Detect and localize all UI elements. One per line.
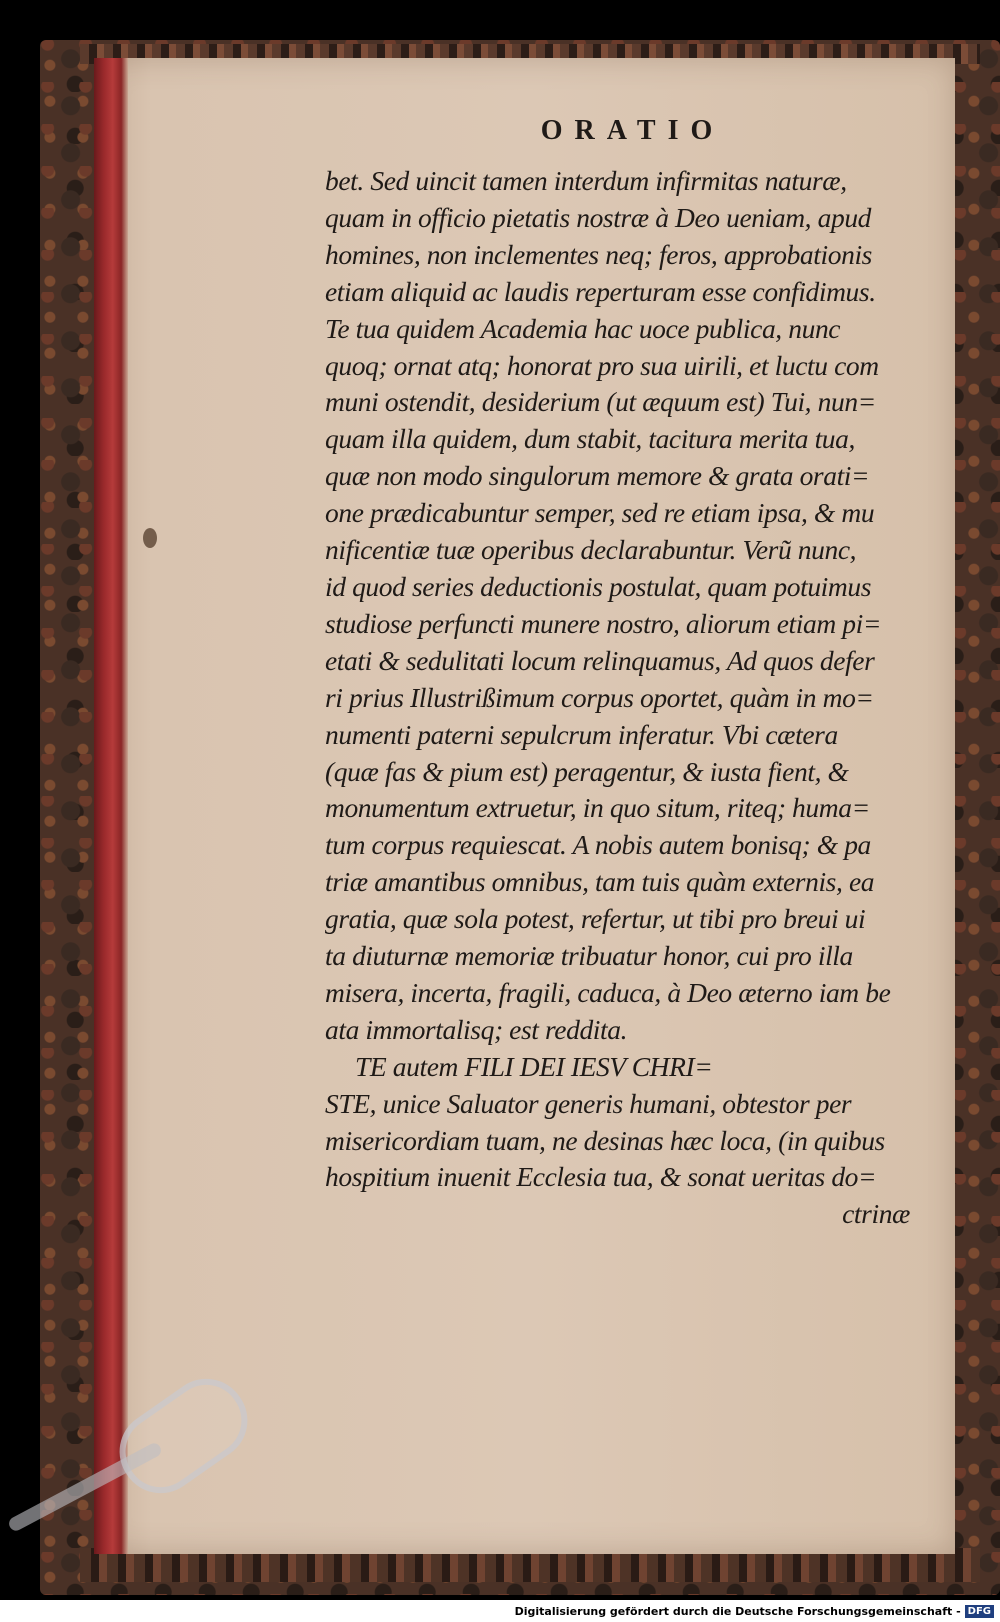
dfg-logo: DFG: [965, 1605, 994, 1618]
text-line: tum corpus requiescat. A nobis autem bonisq; & pa: [325, 829, 871, 861]
text-line: ta diuturnæ memoriæ tribuatur honor, cui pro illa: [325, 940, 853, 972]
text-line: ata immortalisq; est reddita.: [325, 1013, 628, 1045]
footer-credit: Digitalisierung gefördert durch die Deutsche Forschungsgemeinschaft -: [514, 1604, 961, 1618]
text-line: etati & sedulitati locum relinquamus, Ad quos defer: [325, 644, 875, 676]
text-line: STE, unice Saluator generis humani, obtestor per: [325, 1087, 852, 1119]
text-line: hospitium inuenit Ecclesia tua, & sonat ueritas do=: [325, 1161, 877, 1193]
text-line: TE autem FILI DEI IESV CHRI=: [355, 1050, 713, 1082]
text-line: one prædicabuntur semper, sed re etiam ipsa, & mu: [325, 497, 875, 529]
text-line: ctrinæ: [842, 1198, 910, 1230]
text-line: etiam aliquid ac laudis reperturam esse confidimus.: [325, 275, 876, 307]
text-line: homines, non inclementes neq; feros, approbationis: [325, 238, 872, 270]
body-text: [325, 163, 910, 1233]
text-line: monumentum extruetur, in quo situm, riteq; huma=: [325, 792, 870, 824]
text-line: numenti paterni sepulcrum inferatur. Vbi cætera: [325, 718, 838, 750]
text-line: gratia, quæ sola potest, refertur, ut tibi pro breui ui: [325, 903, 866, 935]
text-line: id quod series deductionis postulat, quam potuimus: [325, 570, 872, 602]
text-line: quam in officio pietatis nostræ à Deo ueniam, apud: [325, 201, 872, 233]
footer-bar: [0, 1600, 1000, 1622]
text-line: studiose perfuncti munere nostro, aliorum etiam pi=: [325, 607, 882, 639]
text-line: Te tua quidem Academia hac uoce publica, nunc: [325, 312, 841, 344]
text-line: nificentiæ tuæ operibus declarabuntur. Verũ nunc,: [325, 534, 857, 566]
text-line: misericordiam tuam, ne desinas hæc loca, (in quibus: [325, 1124, 885, 1156]
ink-stain: [143, 528, 157, 548]
text-line: quam illa quidem, dum stabit, tacitura merita tua,: [325, 423, 855, 455]
text-line: muni ostendit, desiderium (ut æquum est) Tui, nun=: [325, 386, 876, 418]
text-line: quoq; ornat atq; honorat pro sua uirili, et luctu com: [325, 349, 879, 381]
text-line: bet. Sed uincit tamen interdum infirmitas naturæ,: [325, 165, 847, 196]
text-line: quæ non modo singulorum memore & grata orati=: [325, 460, 870, 492]
text-line: ri prius Illustrißimum corpus oportet, quàm in mo=: [325, 681, 874, 713]
text-line: misera, incerta, fragili, caduca, à Deo æterno iam be: [325, 976, 891, 1008]
text-block: [325, 115, 910, 1233]
text-line: (quæ fas & pium est) peragentur, & iusta fient, &: [325, 755, 849, 787]
red-page-edge: [94, 58, 128, 1554]
text-line: triæ amantibus omnibus, tam tuis quàm externis, ea: [325, 866, 875, 898]
running-head: ORATIO: [540, 115, 725, 146]
